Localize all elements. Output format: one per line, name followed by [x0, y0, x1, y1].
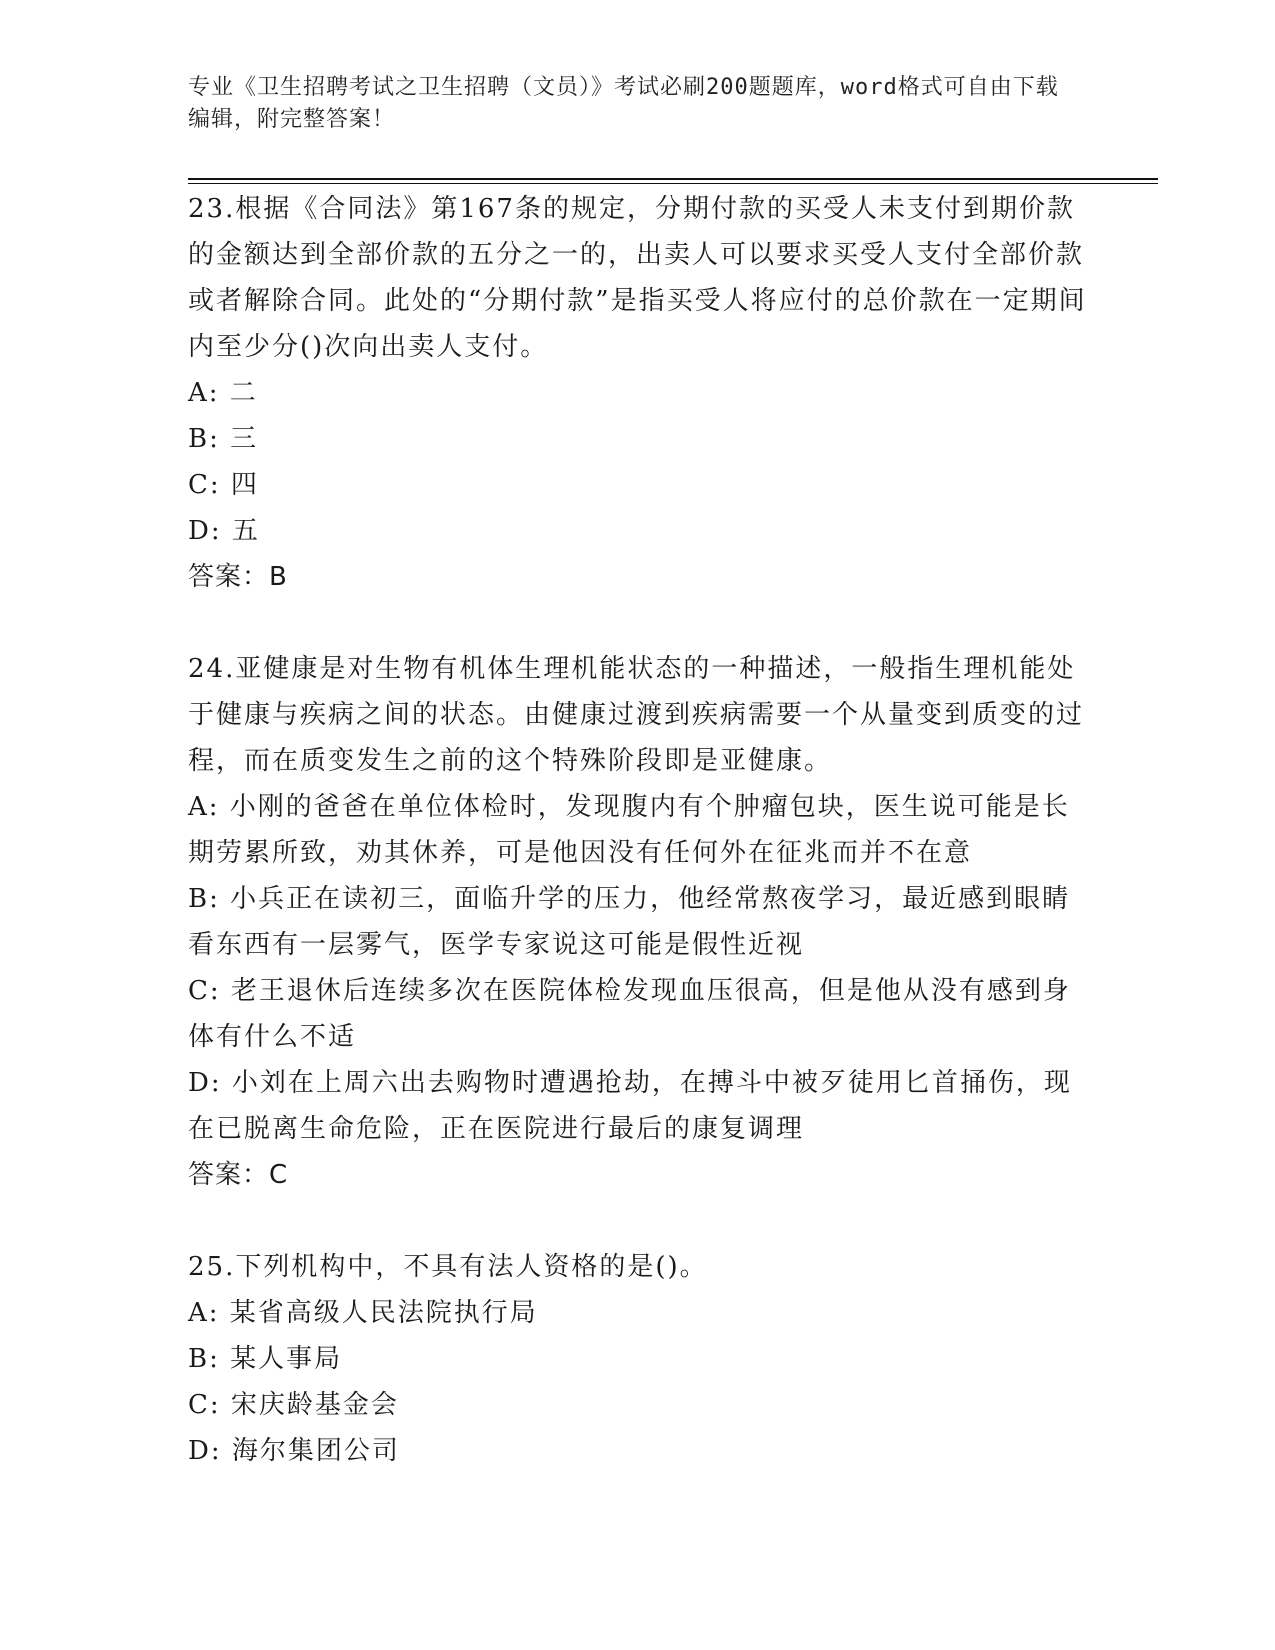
- option-b: B: 某人事局: [188, 1344, 343, 1374]
- question-24: [188, 646, 1088, 1198]
- question-23: [188, 186, 1088, 600]
- question-list: [188, 186, 1088, 1474]
- answer: 答案：C: [188, 1160, 289, 1190]
- header-rule-thin: [188, 183, 1158, 184]
- option-b: B: 小兵正在读初三，面临升学的压力，他经常熬夜学习，最近感到眼睛看东西有一层雾气，医学专家说这可能是假性近视: [188, 884, 1071, 960]
- option-c: C: 四: [188, 470, 259, 500]
- option-c: C: 老王退休后连续多次在医院体检发现血压很高，但是他从没有感到身体有什么不适: [188, 976, 1071, 1052]
- question-stem: 24.亚健康是对生物有机体生理机能状态的一种描述，一般指生理机能处于健康与疾病之间的状态。由健康过渡到疾病需要一个从量变到质变的过程，而在质变发生之前的这个特殊阶段即是亚健康。: [188, 654, 1085, 776]
- option-a: A: 小刚的爸爸在单位体检时，发现腹内有个肿瘤包块，医生说可能是长期劳累所致，劝其休养，可是他因没有任何外在征兆而并不在意: [188, 792, 1070, 868]
- question-gap: [188, 1198, 1088, 1244]
- page-header: 专业《卫生招聘考试之卫生招聘（文员）》考试必刷200题题库，word格式可自由下载编辑，附完整答案！: [188, 75, 1059, 132]
- question-stem: 25.下列机构中，不具有法人资格的是()。: [188, 1252, 708, 1282]
- question-stem: 23.根据《合同法》第167条的规定，分期付款的买受人未支付到期价款的金额达到全部价款的五分之一的，出卖人可以要求买受人支付全部价款或者解除合同。此处的“分期付款”是指买受人将应付的总价款在一定期间内至少分()次向出卖人支付。: [188, 194, 1087, 362]
- option-b: B: 三: [188, 424, 259, 454]
- option-c: C: 宋庆龄基金会: [188, 1390, 399, 1420]
- option-a: A: 某省高级人民法院执行局: [188, 1298, 538, 1328]
- option-d: D: 小刘在上周六出去购物时遭遇抢劫，在搏斗中被歹徒用匕首捅伤，现在已脱离生命危险，正在医院进行最后的康复调理: [188, 1068, 1072, 1144]
- option-a: A: 二: [188, 378, 258, 408]
- header-rule-thick: [188, 178, 1158, 180]
- option-d: D: 海尔集团公司: [188, 1436, 400, 1466]
- option-d: D: 五: [188, 516, 260, 546]
- question-gap: [188, 600, 1088, 646]
- answer: 答案：B: [188, 562, 288, 592]
- question-25: [188, 1244, 1088, 1474]
